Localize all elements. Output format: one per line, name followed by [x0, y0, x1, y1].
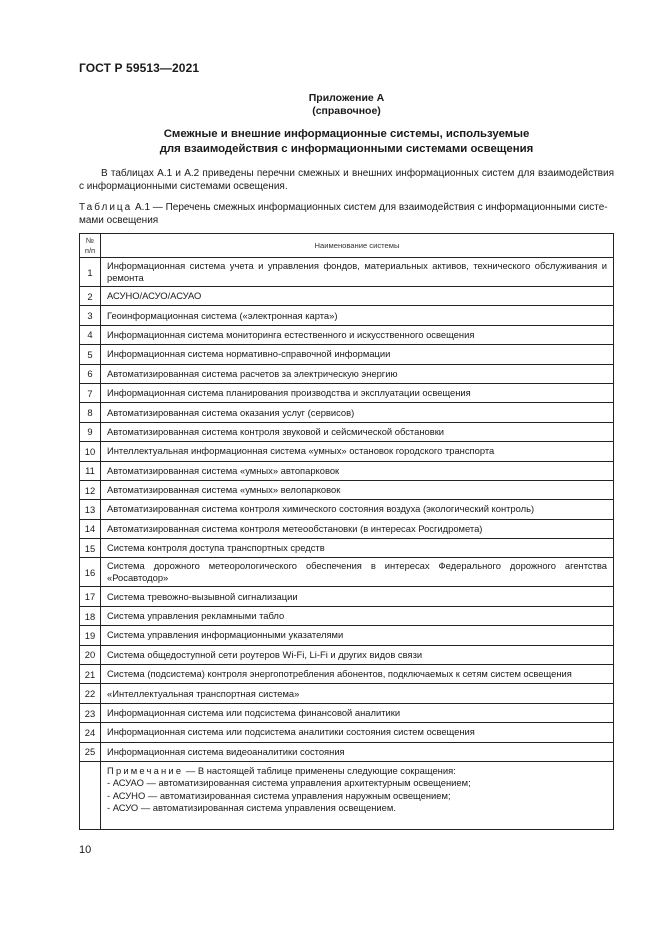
table-row — [80, 558, 614, 587]
section-title-line-2: для взаимодействия с информационными системами освещения — [159, 143, 534, 155]
row-number: 14 — [80, 519, 101, 538]
table-row — [80, 364, 614, 383]
table-row — [80, 665, 614, 684]
table-note-item-asuno: - АСУНО — автоматизированная система управления наружным освещением; — [107, 789, 451, 801]
row-number: 17 — [80, 587, 101, 606]
row-system-name: Информационная система планирования производства и эксплуатации освещения — [101, 383, 614, 402]
row-system-name: Информационная система видеоаналитики состояния — [101, 742, 614, 761]
row-number: 23 — [80, 703, 101, 722]
intro-text: В таблицах А.1 и А.2 приведены перечни смежных и внешних информационных систем для взаимодействия с информационными системами освещения. — [79, 168, 614, 192]
table-row — [80, 606, 614, 625]
row-system-name: Система управления информационными указателями — [101, 626, 614, 645]
appendix-title: Приложение А — [308, 92, 385, 104]
row-system-name: Информационная система или подсистема аналитики состояния систем освещения — [101, 723, 614, 742]
table-caption — [79, 201, 614, 227]
table-row — [80, 258, 614, 287]
row-number: 10 — [80, 442, 101, 461]
row-system-name: Система тревожно-вызывной сигнализации — [101, 587, 614, 606]
table-row — [80, 500, 614, 519]
table-caption-text: — Перечень смежных информационных систем для взаимодействия с информационными системами освещения — [79, 202, 608, 226]
table-note-item-asuao: - АСУАО — автоматизированная система управления архитектурным освещением; — [107, 777, 471, 789]
column-header-number-abbr: п/п — [84, 245, 96, 255]
row-system-name: Автоматизированная система контроля звуковой и сейсмической обстановки — [101, 422, 614, 441]
row-number: 20 — [80, 645, 101, 664]
row-system-name: Система (подсистема) контроля энергопотребления абонентов, подключаемых к сетям систем освещения — [101, 665, 614, 684]
row-system-name: Информационная система учета и управления фондов, материальных активов, технического обслуживания и ремонта — [101, 258, 614, 287]
section-title-line-1: Смежные и внешние информационные системы, используемые — [163, 128, 530, 140]
table-row — [80, 587, 614, 606]
row-system-name: Автоматизированная система «умных» велопарковок — [101, 480, 614, 499]
column-header-name: Наименование системы — [101, 234, 614, 258]
row-number: 9 — [80, 422, 101, 441]
table-row — [80, 703, 614, 722]
table-row — [80, 442, 614, 461]
row-system-name: АСУНО/АСУО/АСУАО — [101, 287, 614, 306]
column-header-number-symbol: № — [85, 235, 95, 245]
row-number: 25 — [80, 742, 101, 761]
table-row — [80, 325, 614, 344]
row-system-name: Автоматизированная система контроля химического состояния воздуха (экологический контроль) — [101, 500, 614, 519]
table-row — [80, 723, 614, 742]
table-note-intro-line — [107, 765, 607, 777]
appendix-subtitle: (справочное) — [312, 105, 381, 117]
column-header-number — [80, 234, 101, 258]
table-header-row — [80, 234, 614, 258]
intro-paragraph — [79, 167, 614, 193]
table-body — [80, 258, 614, 762]
row-system-name: Автоматизированная система «умных» автопарковок — [101, 461, 614, 480]
row-system-name: Интеллектуальная информационная система «умных» остановок городского транспорта — [101, 442, 614, 461]
row-number: 11 — [80, 461, 101, 480]
table-row — [80, 287, 614, 306]
row-system-name: Система общедоступной сети роутеров Wi-Fi, Li-Fi и других видов связи — [101, 645, 614, 664]
row-number: 19 — [80, 626, 101, 645]
table-note-intro: — В настоящей таблице применены следующие сокращения: — [185, 764, 456, 776]
row-system-name: Геоинформационная система («электронная карта») — [101, 306, 614, 325]
row-system-name: Система дорожного метеорологического обеспечения в интересах Федерального дорожного агентства «Росавтодор» — [101, 558, 614, 587]
table-row — [80, 306, 614, 325]
table-note-spacer — [80, 761, 101, 829]
table-note-item-asuo: - АСУО — автоматизированная система управления освещением. — [107, 802, 396, 814]
table-row — [80, 345, 614, 364]
row-number: 18 — [80, 606, 101, 625]
table-caption-label: Таблица — [79, 202, 133, 213]
table-note-label: Примечание — [107, 764, 184, 776]
section-title — [79, 127, 614, 157]
row-number: 8 — [80, 403, 101, 422]
table-note — [101, 761, 614, 829]
row-number: 15 — [80, 539, 101, 558]
table-row — [80, 403, 614, 422]
page-number: 10 — [79, 844, 92, 856]
row-number: 12 — [80, 480, 101, 499]
table-row — [80, 742, 614, 761]
row-system-name: Автоматизированная система контроля метеообстановки (в интересах Росгидромета) — [101, 519, 614, 538]
table-row — [80, 519, 614, 538]
row-system-name: Информационная система нормативно-справочной информации — [101, 345, 614, 364]
table-row — [80, 684, 614, 703]
row-system-name: Автоматизированная система расчетов за электрическую энергию — [101, 364, 614, 383]
table-note-row — [80, 761, 614, 829]
row-system-name: «Интеллектуальная транспортная система» — [101, 684, 614, 703]
row-system-name: Информационная система мониторинга естественного и искусственного освещения — [101, 325, 614, 344]
row-system-name: Информационная система или подсистема финансовой аналитики — [101, 703, 614, 722]
systems-table — [79, 233, 614, 830]
row-number: 21 — [80, 665, 101, 684]
table-row — [80, 383, 614, 402]
table-row — [80, 626, 614, 645]
row-number: 24 — [80, 723, 101, 742]
table-row — [80, 645, 614, 664]
table-row — [80, 539, 614, 558]
row-number: 5 — [80, 345, 101, 364]
document-code: ГОСТ Р 59513—2021 — [79, 61, 200, 75]
row-system-name: Система управления рекламными табло — [101, 606, 614, 625]
row-number: 16 — [80, 558, 101, 587]
row-number: 7 — [80, 383, 101, 402]
table-row — [80, 422, 614, 441]
row-number: 2 — [80, 287, 101, 306]
row-number: 1 — [80, 258, 101, 287]
row-number: 6 — [80, 364, 101, 383]
table-row — [80, 480, 614, 499]
appendix-heading — [79, 92, 614, 118]
row-system-name: Автоматизированная система оказания услуг (сервисов) — [101, 403, 614, 422]
row-number: 13 — [80, 500, 101, 519]
row-number: 4 — [80, 325, 101, 344]
row-system-name: Система контроля доступа транспортных средств — [101, 539, 614, 558]
row-number: 22 — [80, 684, 101, 703]
table-row — [80, 461, 614, 480]
table-caption-number: А.1 — [135, 202, 151, 213]
row-number: 3 — [80, 306, 101, 325]
